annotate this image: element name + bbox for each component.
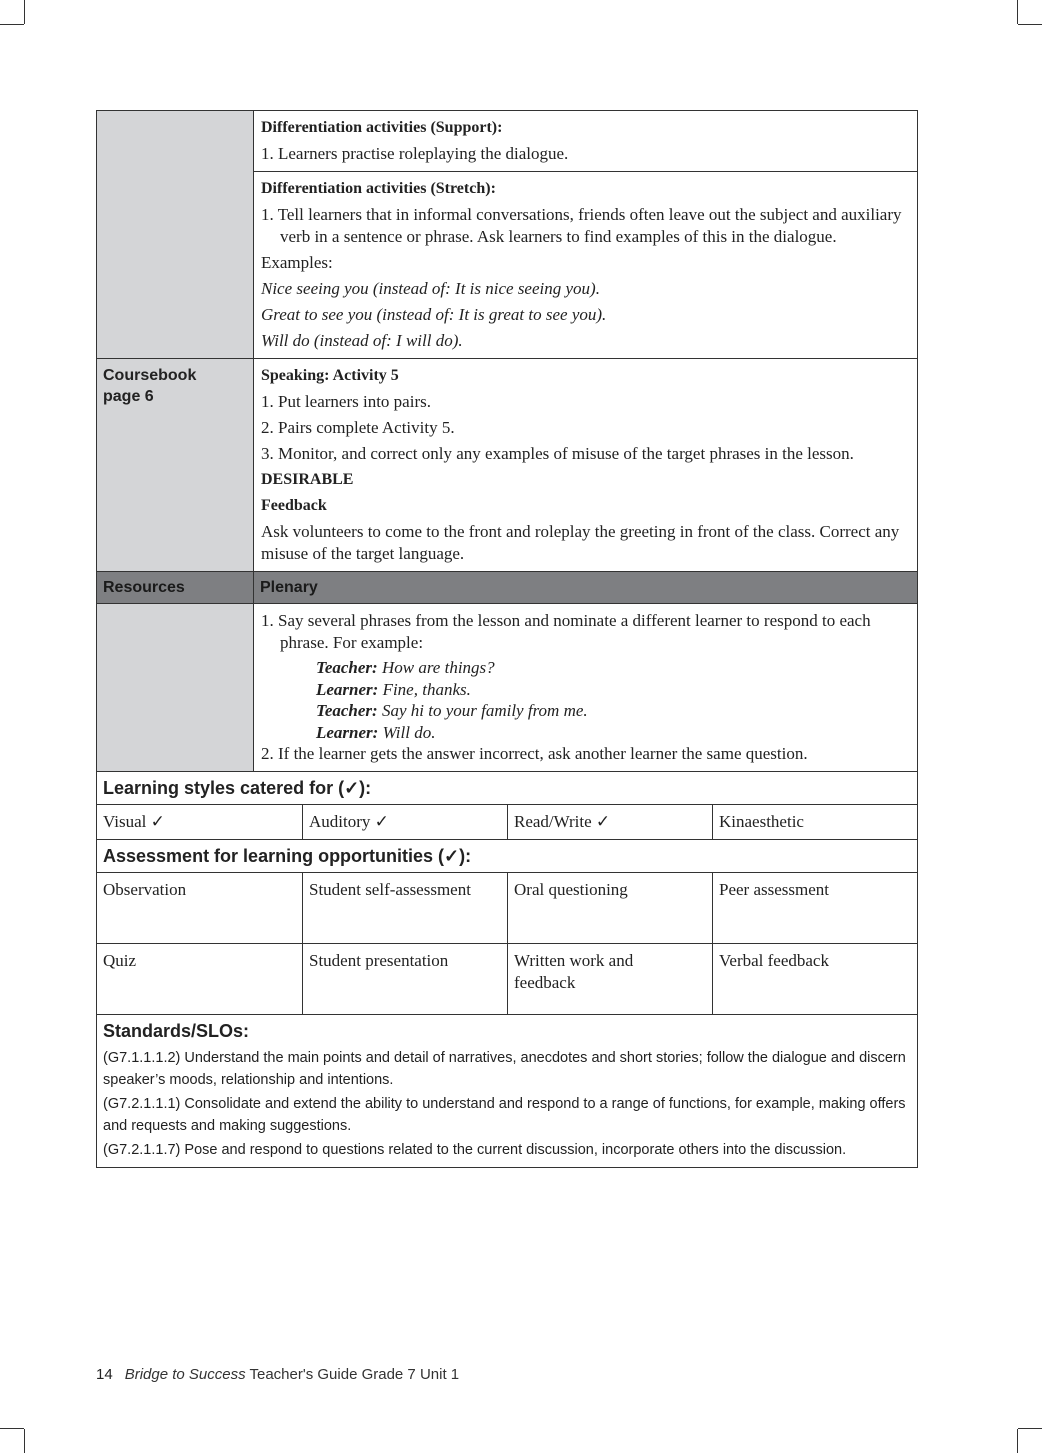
style-visual: Visual ✓ [103, 812, 165, 831]
plenary-row [97, 603, 917, 771]
dialogue-line [261, 657, 911, 679]
resources-blank [97, 604, 254, 771]
standards-list [97, 1047, 917, 1167]
assessment-quiz: Quiz [103, 951, 137, 970]
book-title: Bridge to Success [124, 1366, 246, 1383]
assessment-observation: Observation [103, 880, 187, 899]
coursebook-page-label: Coursebook page 6 [97, 359, 254, 571]
speaker-label: Teacher: [316, 658, 378, 677]
speaking-cell [254, 359, 917, 571]
dialogue-line [261, 679, 911, 701]
crop-mark-top-left [24, 0, 25, 24]
support-item: 1. Learners practise roleplaying the dialogue. [261, 144, 569, 163]
standard-item: (G7.2.1.1.7) Pose and respond to questions related to the current discussion, incorporate others into the discussion. [103, 1142, 847, 1158]
page-number: 14 [96, 1366, 113, 1383]
learning-styles-title: Learning styles catered for (✓): [103, 778, 372, 798]
crop-mark-bottom-left-h [0, 1428, 24, 1429]
assessment-title-row [97, 839, 917, 872]
plenary-item-2: 2. If the learner gets the answer incorrect, ask another learner the same question. [261, 744, 808, 763]
crop-mark-top-right [1017, 0, 1018, 24]
assessment-verbal: Verbal feedback [712, 944, 917, 1014]
assessment-row-1 [97, 872, 917, 943]
crop-mark-top-left-h [0, 24, 24, 25]
style-auditory: Auditory ✓ [302, 805, 507, 839]
feedback-text: Ask volunteers to come to the front and roleplay the greeting in front of the class. Correct any misuse of the target language. [261, 522, 900, 563]
learning-styles-title-row [97, 771, 917, 804]
speaking-row [97, 358, 917, 571]
standard-item: (G7.1.1.1.2) Understand the main points and detail of narratives, anecdotes and short stories; follow the dialogue and discern speaker’s moods, relationship and intentions. [103, 1050, 906, 1088]
desirable-label: DESIRABLE [261, 471, 354, 488]
assessment-peer: Peer assessment [712, 873, 917, 943]
lesson-plan-table [96, 110, 918, 1168]
dialogue-line [261, 722, 911, 744]
dialogue-text: Fine, thanks. [382, 679, 471, 699]
style-read-write: Read/Write ✓ [507, 805, 712, 839]
plenary-header: Plenary [260, 579, 318, 596]
stretch-cell [254, 171, 917, 358]
footer-rest: Teacher's Guide Grade 7 Unit 1 [245, 1366, 460, 1383]
resources-header: Resources [97, 572, 254, 603]
speaking-item-1: 1. Put learners into pairs. [261, 392, 431, 411]
crop-mark-top-right-h [1018, 24, 1042, 25]
plenary-cell [254, 604, 917, 771]
example-2: Great to see you (instead of: It is great to see you). [261, 305, 607, 324]
learning-styles-row [97, 804, 917, 839]
example-1: Nice seeing you (instead of: It is nice seeing you). [261, 279, 600, 298]
assessment-self: Student self-assessment [302, 873, 507, 943]
differentiation-row [97, 111, 917, 358]
standards-row [97, 1014, 917, 1167]
crop-mark-bottom-right-h [1018, 1428, 1042, 1429]
support-cell [254, 111, 917, 171]
assessment-written: Written work and feedback [507, 944, 712, 1014]
speaking-title: Speaking: Activity 5 [261, 367, 399, 384]
standard-item: (G7.2.1.1.1) Consolidate and extend the ability to understand and respond to a range of functions, for example, making offers and requests and making suggestions. [103, 1096, 906, 1134]
support-title: Differentiation activities (Support): [261, 119, 503, 136]
speaking-item-3: 3. Monitor, and correct only any examples of misuse of the target phrases in the lesson. [261, 444, 854, 463]
left-column-blank [97, 111, 254, 358]
stretch-title: Differentiation activities (Stretch): [261, 180, 496, 197]
assessment-row-2 [97, 943, 917, 1014]
dialogue-text: Say hi to your family from me. [381, 701, 588, 720]
style-kinaesthetic: Kinaesthetic [712, 805, 917, 839]
dialogue-line [261, 700, 911, 722]
dialogue-text: Will do. [382, 722, 436, 742]
feedback-title: Feedback [261, 497, 327, 514]
speaking-item-2: 2. Pairs complete Activity 5. [261, 418, 455, 437]
speaker-label: Learner: [316, 722, 379, 742]
speaker-label: Teacher: [316, 701, 378, 720]
crop-mark-bottom-right [1017, 1429, 1018, 1453]
assessment-title: Assessment for learning opportunities (✓): [103, 846, 472, 866]
plenary-header-row [97, 571, 917, 603]
stretch-item: 1. Tell learners that in informal conversations, friends often leave out the subject and auxiliary verb in a sentence or phrase. Ask learners to find examples of this in the dialogue. [261, 205, 902, 246]
dialogue-text: How are things? [381, 658, 495, 677]
page-footer [96, 1366, 459, 1383]
assessment-oral: Oral questioning [507, 873, 712, 943]
assessment-presentation: Student presentation [302, 944, 507, 1014]
plenary-item-1: 1. Say several phrases from the lesson and nominate a different learner to respond to each phrase. For example: [261, 611, 871, 652]
speaker-label: Learner: [316, 679, 379, 699]
example-3: Will do (instead of: I will do). [261, 331, 463, 350]
crop-mark-bottom-left [24, 1429, 25, 1453]
standards-title: Standards/SLOs: [103, 1021, 250, 1041]
examples-label: Examples: [261, 253, 333, 272]
